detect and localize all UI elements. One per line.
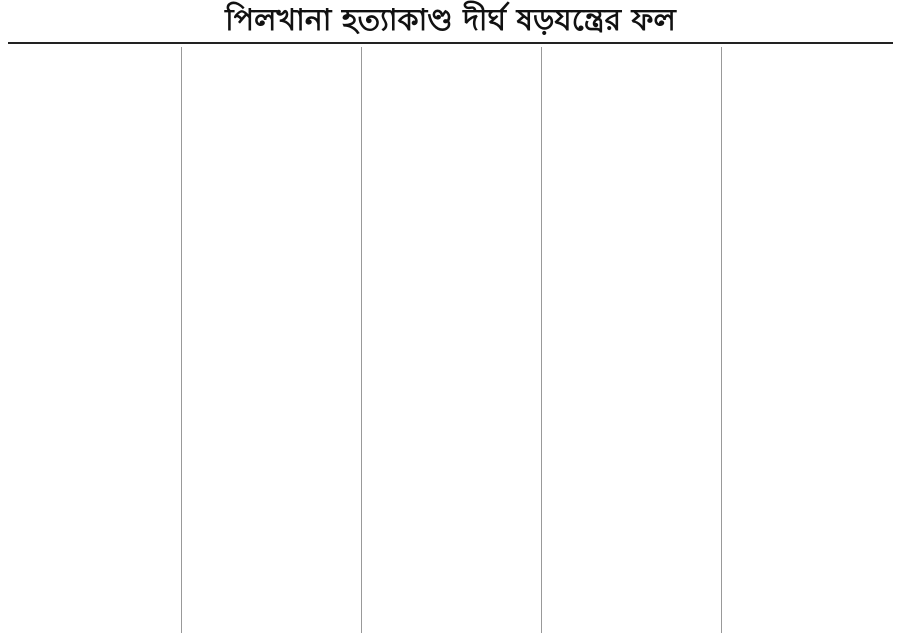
headline-bar [8, 0, 893, 44]
article-headline: পিলখানা হত্যাকাণ্ড দীর্ঘ ষড়যন্ত্রের ফল [225, 2, 676, 38]
article-column-2 [181, 47, 353, 633]
article-column-4 [541, 47, 713, 633]
article-columns [8, 47, 893, 633]
article-column-5 [721, 47, 893, 633]
article-column-1 [8, 47, 173, 633]
article-column-3 [361, 47, 533, 633]
